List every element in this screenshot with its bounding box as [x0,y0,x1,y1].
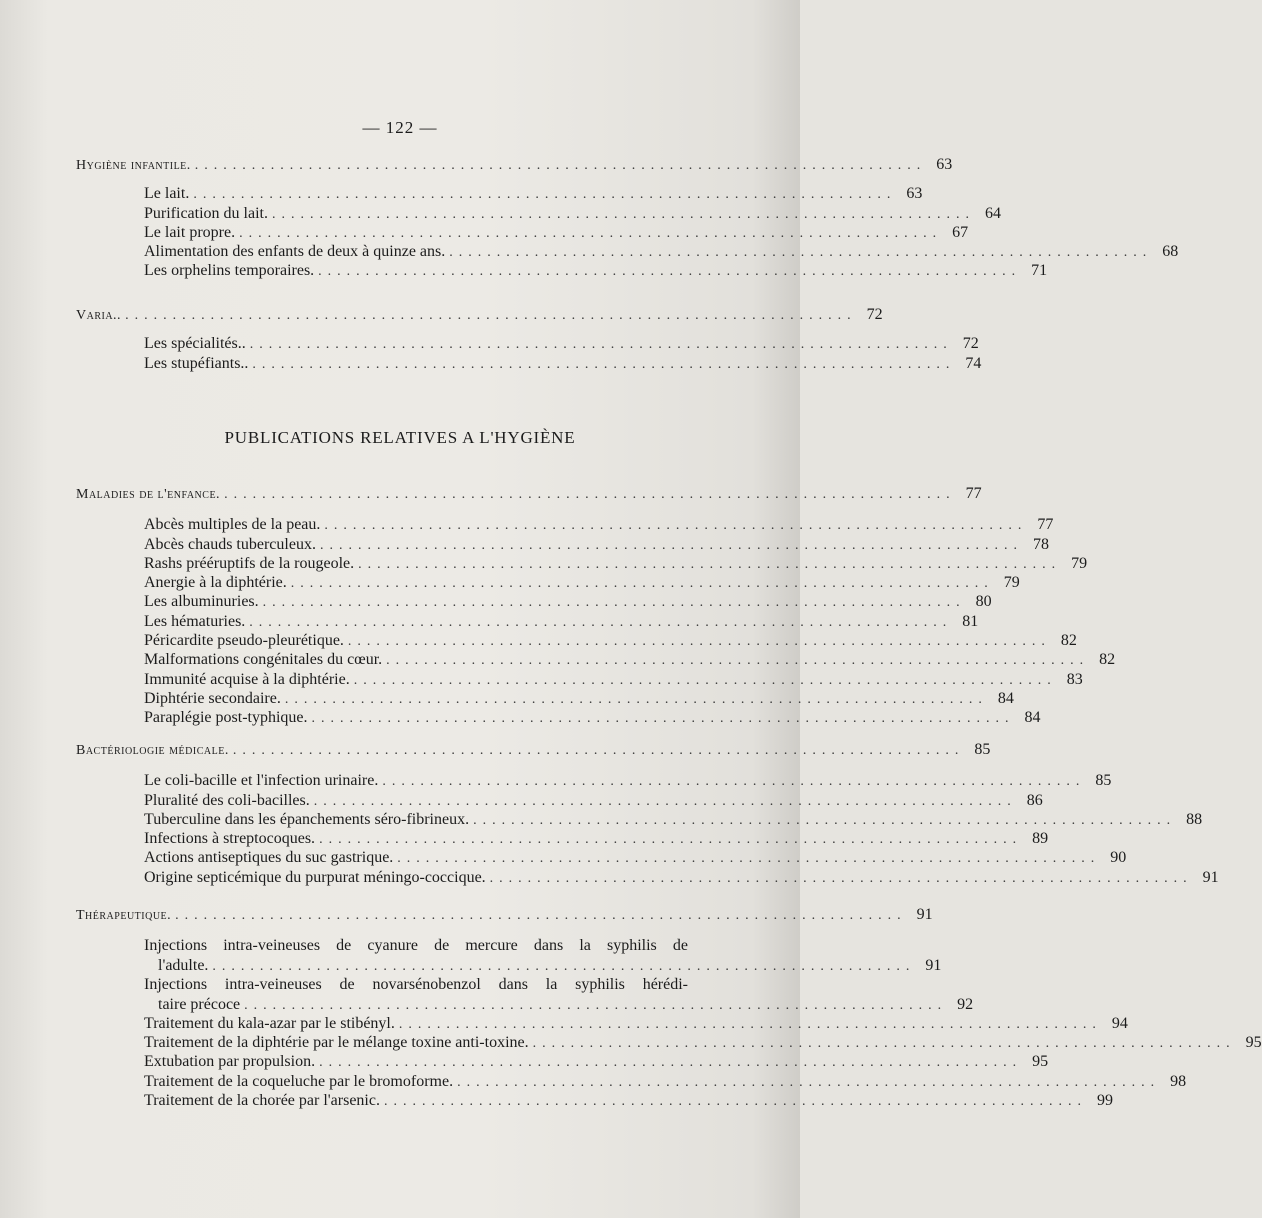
toc-entry-multiline [76,936,942,975]
toc-entry: Extubation par propulsion. .......................................................................... 95 [144,1053,1049,1071]
section-heading [76,305,883,324]
toc-entry: Anergie à la diphtérie. .......................................................................... 79 [144,574,1020,592]
dot-leader: ............................................................................. [224,487,956,502]
heading-label: Thérapeutique. [76,908,172,923]
toc-entry: Paraplégie post-typhique. .......................................................................... 84 [144,709,1041,727]
toc-entry: Diphtérie secondaire. .......................................................................... 84 [144,689,1014,707]
section-bacteriologie [76,740,1219,887]
dot-leader: ............................................................................. [125,308,857,323]
toc-entry: Pluralité des coli-bacilles. .......................................................................... 86 [144,791,1043,809]
toc-entry: Les stupéfiants.. .......................................................................... 74 [144,354,982,372]
entry-line: Injections intra-veineuses de novarsénobenzol dans la syphilis hérédi- [144,976,688,994]
entry-line: Injections intra-veineuses de cyanure de mercure dans la syphilis de [144,937,688,955]
toc-entry: Les spécialités.. .......................................................................... 72 [144,335,979,353]
toc-entry: Abcès multiples de la peau. .......................................................................... 77 [144,516,1054,534]
toc-entry: Traitement du kala-azar par le stibényl. .......................................................................... 94 [144,1014,1128,1032]
dot-leader: ............................................................................. [194,158,927,173]
dot-leader: ............................................................................. [175,908,907,923]
section-heading [76,484,982,503]
heading-label: Varia.. [76,308,122,323]
toc-entry: Purification du lait. .......................................................................... 64 [144,204,1001,222]
toc-entry: Les albuminuries. .......................................................................... 80 [144,593,992,611]
toc-entry: Traitement de la coqueluche par le bromoforme. .......................................................................... 98 [144,1072,1187,1090]
dot-leader: ............................................................................. [232,743,965,758]
toc-entry: Malformations congénitales du cœur. .......................................................................... 82 [144,651,1116,669]
section-varia [76,305,982,373]
entry-line: l'adulte. .......................................................................... 91 [158,956,942,974]
toc-entry-multiline [76,975,974,1014]
page-ref: 77 [965,485,982,502]
toc-entry: Abcès chauds tuberculeux. .......................................................................... 78 [144,535,1049,553]
entry-line: taire précoce .......................................................................... 92 [158,995,974,1013]
toc-entry: Traitement de la diphtérie par le mélange toxine anti-toxine. .......................................................................... 95 [144,1034,1262,1052]
toc-entry: Rashs prééruptifs de la rougeole. .......................................................................... 79 [144,554,1088,572]
section-hygiene-infantile [76,155,1179,281]
publications-title: PUBLICATIONS RELATIVES A L'HYGIÈNE [224,428,576,447]
toc-entry: Les orphelins temporaires. .......................................................................... 71 [144,262,1048,280]
toc-entry: Le coli-bacille et l'infection urinaire. .......................................................................... 85 [144,772,1112,790]
toc-entry: Alimentation des enfants de deux à quinze ans. .......................................................................... 68 [144,243,1179,261]
toc-entry: Les hématuries. .......................................................................... 81 [144,612,979,630]
toc-entry: Le lait. .......................................................................... 63 [144,185,923,203]
heading-label: Bactériologie médicale. [76,743,229,758]
heading-label: Hygiène infantile. [76,158,191,173]
toc-entry: Origine septicémique du purpurat méningo-coccique. .......................................................................... 91 [144,868,1219,886]
section-heading [76,905,933,924]
toc-entry: Traitement de la chorée par l'arsenic. .......................................................................... 99 [144,1092,1113,1110]
page-number: — 122 — [362,118,438,137]
toc-entry: Péricardite pseudo-pleurétique. .......................................................................... 82 [144,632,1077,650]
section-heading [76,155,953,174]
section-maladies-enfance [76,484,1116,728]
heading-label: Maladies de l'enfance. [76,487,221,502]
toc-entry: Actions antiseptiques du suc gastrique. .......................................................................... 90 [144,849,1127,867]
page-ref: 85 [974,741,991,758]
page-ref: 91 [916,906,933,923]
page-ref: 72 [866,306,883,323]
section-heading [76,740,991,759]
section-therapeutique [76,905,1262,1110]
toc-entry: Infections à streptocoques. .......................................................................... 89 [144,830,1049,848]
toc-entry: Tuberculine dans les épanchements séro-fibrineux. .......................................................................... 88 [144,810,1203,828]
page-ref: 63 [936,156,953,173]
toc-entry: Le lait propre. .......................................................................... 67 [144,223,969,241]
toc-entry: Immunité acquise à la diphtérie. .......................................................................... 83 [144,670,1083,688]
